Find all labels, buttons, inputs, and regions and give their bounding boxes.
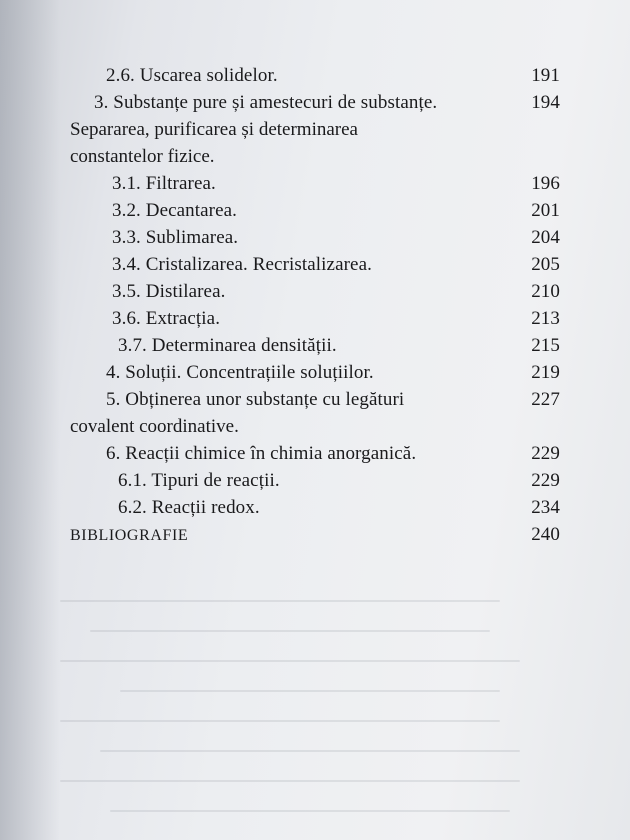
toc-entry-title: 3.6. Extracția. [112, 308, 221, 329]
toc-entry-page: 229 [531, 470, 560, 491]
toc-entry-page: 215 [531, 335, 560, 356]
toc-entry [70, 170, 560, 197]
toc-entry [70, 224, 560, 251]
toc-entry-continuation: Separarea, purificarea și determinarea [70, 119, 358, 140]
toc-entry-title: BIBLIOGRAFIE [70, 527, 189, 544]
toc-entry [70, 440, 560, 467]
toc-entry-page: 229 [531, 443, 560, 464]
toc-entry-title: 2.6. Uscarea solidelor. [106, 65, 278, 86]
toc-entry-title: 3.3. Sublimarea. [112, 227, 239, 248]
toc-entry-page: 201 [531, 200, 560, 221]
toc-entry-title: 6.1. Tipuri de reacții. [118, 470, 280, 491]
page-edge-shadow [0, 0, 60, 840]
toc-entry-continuation: constantelor fizice. [70, 146, 215, 167]
toc-entry-page: 234 [531, 497, 560, 518]
toc-entry-title: 6.2. Reacții redox. [118, 497, 260, 518]
toc-entry [70, 62, 560, 89]
toc-entry [70, 521, 560, 549]
toc-entry-title: 6. Reacții chimice în chimia anorganică. [106, 443, 417, 464]
toc-entry-page: 204 [531, 227, 560, 248]
toc-entry [70, 332, 560, 359]
toc-entry-page: 213 [531, 308, 560, 329]
toc-entry [70, 197, 560, 224]
toc-entry-title: 4. Soluții. Concentrațiile soluțiilor. [106, 362, 374, 383]
toc-entry-page: 219 [531, 362, 560, 383]
toc-entry-page: 240 [531, 524, 560, 545]
toc-entry-title: 3.1. Filtrarea. [112, 173, 216, 194]
toc-entry-page: 191 [531, 65, 560, 86]
toc-entry-page: 210 [531, 281, 560, 302]
toc-entry-title: 3.2. Decantarea. [112, 200, 238, 221]
toc-entry [70, 386, 560, 413]
toc-entry-title: 3.7. Determinarea densității. [118, 335, 337, 356]
toc-entry-title: 5. Obținerea unor substanțe cu legături [106, 389, 405, 410]
table-of-contents [70, 62, 560, 549]
toc-entry-page: 196 [531, 173, 560, 194]
toc-entry-continuation: covalent coordinative. [70, 416, 239, 437]
toc-entry-page: 227 [531, 389, 560, 410]
toc-entry [70, 278, 560, 305]
toc-entry [70, 467, 560, 494]
toc-entry-title: 3. Substanțe pure și amestecuri de substanțe. [94, 92, 438, 113]
toc-entry [70, 494, 560, 521]
toc-entry [70, 89, 560, 116]
toc-entry [70, 359, 560, 386]
toc-entry-page: 194 [531, 92, 560, 113]
toc-entry [70, 251, 560, 278]
toc-entry-title: 3.4. Cristalizarea. Recristalizarea. [112, 254, 372, 275]
toc-entry-page: 205 [531, 254, 560, 275]
toc-entry [70, 305, 560, 332]
toc-entry-title: 3.5. Distilarea. [112, 281, 226, 302]
